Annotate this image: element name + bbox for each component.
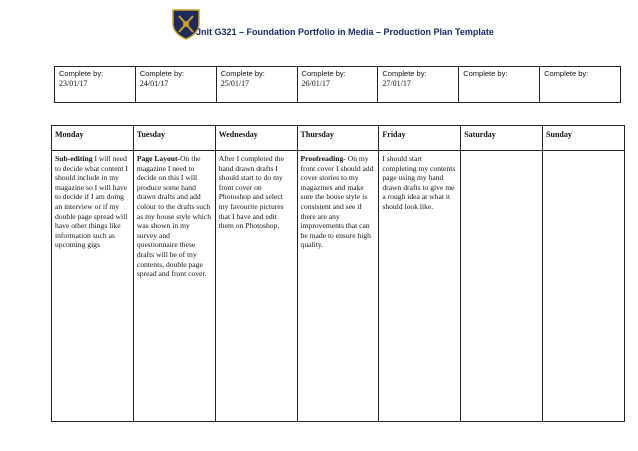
production-plan-table xyxy=(51,125,625,422)
complete-by-cell: Complete by: 25/01/17 xyxy=(216,67,297,103)
document-title: Jnit G321 – Foundation Portfolio in Media – Production Plan Template xyxy=(196,27,494,37)
complete-by-cell: Complete by: 24/01/17 xyxy=(135,67,216,103)
plan-cell-tuesday: Page Layout-On the magazine I need to decide on this I will produce some hand drawn drafts and add colour to the drafts such as my house style which was shown in my survey and questionnaire these drafts will be of my contents, double page spread and front cover. xyxy=(133,151,215,422)
day-header-sunday: Sunday xyxy=(543,126,625,151)
complete-by-table xyxy=(54,66,621,103)
plan-cell-friday: I should start completing my contents page using my hand drawn drafts to give me a rough idea at what it should look like. xyxy=(379,151,461,422)
day-header-saturday: Saturday xyxy=(461,126,543,151)
day-header-monday: Monday xyxy=(52,126,134,151)
plan-cell-thursday: Proofreading- On my front cover I should add cover stories to my magazines and make sure the house style is consistent and see if there are any improvements that can be made to ensure high quality. xyxy=(297,151,379,422)
day-header-thursday: Thursday xyxy=(297,126,379,151)
complete-by-cell: Complete by: 26/01/17 xyxy=(297,67,378,103)
complete-by-cell: Complete by: xyxy=(459,67,540,103)
complete-by-cell: Complete by: 23/01/17 xyxy=(55,67,136,103)
day-header-friday: Friday xyxy=(379,126,461,151)
day-header-wednesday: Wednesday xyxy=(215,126,297,151)
complete-by-cell: Complete by: 27/01/17 xyxy=(378,67,459,103)
plan-cell-wednesday: After I completed the hand drawn drafts I should start to do my front cover on Photoshop and select my favourite pictures that I have and edit them on Photoshop. xyxy=(215,151,297,422)
plan-cell-sunday xyxy=(543,151,625,422)
complete-by-cell: Complete by: xyxy=(540,67,621,103)
day-header-tuesday: Tuesday xyxy=(133,126,215,151)
plan-cell-saturday xyxy=(461,151,543,422)
plan-cell-monday: Sub-editing I will need to decide what content I should include in my magazine so I will have to decide if I am doing an interview or if my double page spread will have other things like information such as upcoming gigs xyxy=(52,151,134,422)
